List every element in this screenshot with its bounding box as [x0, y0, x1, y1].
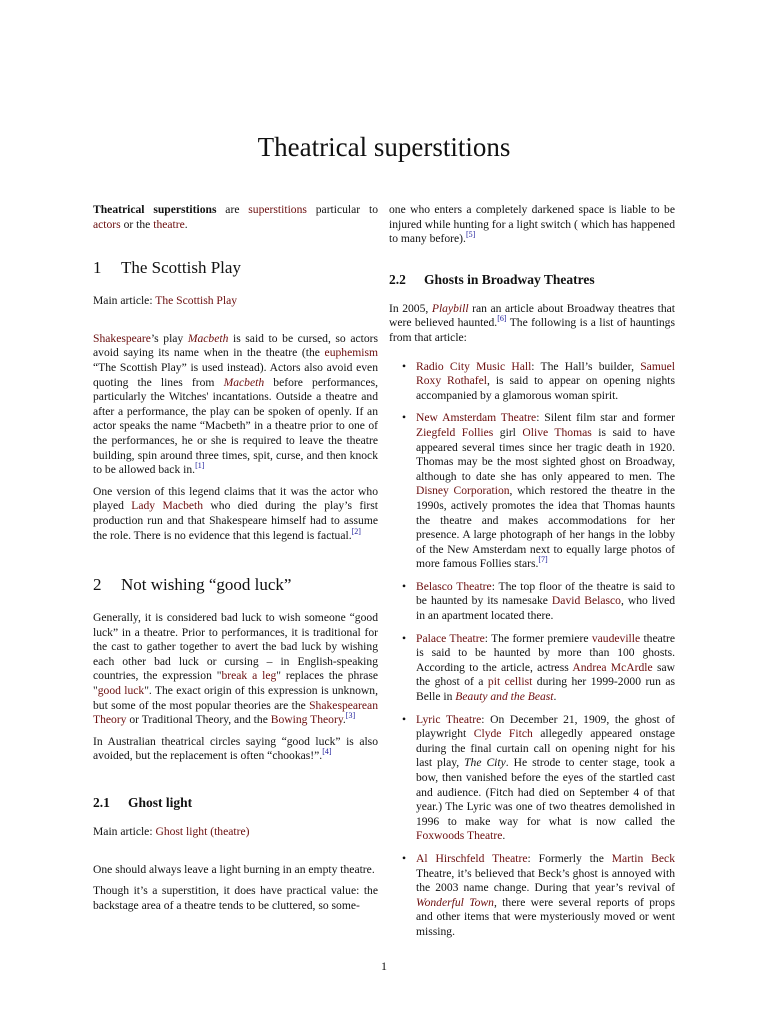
- ghost-light-paragraph-2-continued: one who enters a completely darkened space is liable to be injured while hunting for a light switch ( which has happened to many before).[5]: [389, 203, 675, 246]
- reference-3[interactable]: [3]: [345, 711, 356, 721]
- link-olive-thomas[interactable]: Olive Thomas: [522, 425, 592, 439]
- reference-2[interactable]: [2]: [351, 526, 361, 536]
- link-playbill[interactable]: Playbill: [431, 301, 469, 315]
- link-al-hirschfeld-theatre[interactable]: Al Hirschfeld Theatre: [416, 851, 528, 865]
- reference-1[interactable]: [1]: [195, 461, 205, 471]
- link-andrea-mcardle[interactable]: Andrea McArdle: [572, 660, 653, 674]
- link-pit-cellist[interactable]: pit cellist: [487, 675, 533, 689]
- list-item: • Lyric Theatre: On December 21, 1909, the ghost of playwright Clyde Fitch allegedly appeared onstage during the final curtain call on opening night for his last play, The City. He strode to center stage, took a bow, then vanished before the eyes of the startled cast and audience. (Fitch had died on September 4 of that year.) The Lyric was one of two theatres demolished in 1996 to make way for what is now called the Foxwoods Theatre.: [402, 712, 675, 843]
- link-wonderful-town[interactable]: Wonderful Town: [416, 895, 494, 909]
- link-ziegfeld-follies[interactable]: Ziegfeld Follies: [416, 425, 494, 439]
- link-samuel-roxy-rothafel[interactable]: Samuel Roxy Rothafel: [416, 359, 675, 388]
- list-item: • Palace Theatre: The former premiere vaudeville theatre is said to be haunted by more than 100 ghosts. According to the article, actress Andrea McArdle saw the ghost of a pit cellist during her 1999-2000 run as Belle in Beauty and the Beast.: [402, 631, 676, 704]
- link-shakespeare[interactable]: Shakespeare: [93, 331, 151, 345]
- intro-paragraph: Theatrical superstitions are superstitions particular to actors or the theatre.: [93, 203, 379, 231]
- link-shakespearean-theory[interactable]: Shakespearean Theory: [93, 698, 378, 727]
- link-actors[interactable]: actors: [93, 217, 121, 231]
- ghost-light-paragraph-2: Though it’s a superstition, it does have practical value: the backstage area of a theatre tends to be cluttered, so some-: [93, 884, 378, 912]
- link-clyde-fitch[interactable]: Clyde Fitch: [473, 727, 533, 741]
- left-column: [93, 203, 378, 920]
- subsection-heading-broadway-ghosts: 2.2 Ghosts in Broadway Theatres: [389, 271, 595, 287]
- subsection-heading-ghost-light: 2.1 Ghost light: [93, 795, 193, 811]
- page-number: 1: [381, 959, 387, 973]
- link-superstitions[interactable]: superstitions: [248, 203, 307, 216]
- reference-5[interactable]: [5]: [465, 230, 476, 240]
- link-beauty-and-the-beast[interactable]: Beauty and the Beast: [455, 690, 554, 704]
- section-heading-scottish-play: 1 The Scottish Play: [93, 258, 241, 278]
- link-break-a-leg[interactable]: break a leg: [221, 669, 277, 683]
- right-column: [389, 203, 675, 948]
- link-the-scottish-play[interactable]: The Scottish Play: [155, 294, 238, 308]
- scottish-play-paragraph-2: One version of this legend claims that it was the actor who played Lady Macbeth who died during the play’s first production run and that Shakespeare himself had to assume the role. There is no evidence that this legend is factual.[2]: [93, 484, 379, 542]
- link-david-belasco[interactable]: David Belasco: [551, 594, 621, 608]
- link-foxwoods-theatre[interactable]: Foxwoods Theatre: [416, 829, 503, 843]
- link-radio-city-music-hall[interactable]: Radio City Music Hall: [416, 359, 532, 373]
- reference-7[interactable]: [7]: [538, 555, 548, 565]
- link-lady-macbeth[interactable]: Lady Macbeth: [131, 499, 204, 513]
- intro-bold-term: Theatrical superstitions: [93, 203, 217, 216]
- reference-6[interactable]: [6]: [497, 314, 507, 324]
- scottish-play-paragraph-1: Shakespeare’s play Macbeth is said to be cursed, so actors avoid saying its name when in the theatre (the euphemism “The Scottish Play” is used instead). Actors also avoid even quoting the lines from Macbeth before performances, particularly the Witches' incantations. Outside a theatre and after a performance, the play can be spoken of openly. If an actor speaks the name “Macbeth” in a theatre prior to one of the performances, he or she is required to leave the theatre building, spin around three times, spit, curse, and then knock to be allowed back in.[1]: [93, 331, 379, 477]
- link-macbeth-2[interactable]: Macbeth: [223, 375, 265, 389]
- list-item: • Belasco Theatre: The top floor of the theatre is said to be haunted by its namesake David Belasco, who lived in an apartment located there.: [402, 579, 676, 623]
- link-palace-theatre[interactable]: Palace Theatre: [416, 631, 485, 645]
- broadway-intro-paragraph: In 2005, Playbill ran an article about Broadway theatres that were believed haunted.[6] The following is a list of hauntings from that article:: [389, 301, 675, 344]
- list-item: • Al Hirschfeld Theatre: Formerly the Martin Beck Theatre, it’s believed that Beck’s ghost is annoyed with the 2003 name change. During that year’s revival of Wonderful Town, there were several reports of props and other items that were mysteriously moved or went missing.: [402, 851, 676, 938]
- link-belasco-theatre[interactable]: Belasco Theatre: [416, 579, 492, 593]
- good-luck-paragraph-2: In Australian theatrical circles saying “good luck” is also avoided, but the replacement is often “chookas!”.[4]: [93, 734, 378, 763]
- main-article-note-ghost-light: Main article: Ghost light (theatre): [93, 825, 250, 839]
- haunted-theatres-list: [389, 360, 675, 940]
- ghost-light-paragraph-1: One should always leave a light burning in an empty theatre.: [93, 862, 375, 876]
- link-good-luck[interactable]: good luck: [97, 684, 145, 698]
- list-item: • Radio City Music Hall: The Hall’s builder, Samuel Roxy Rothafel, is said to appear on opening nights accompanied by a glamorous woman spirit.: [402, 359, 675, 402]
- link-martin-beck[interactable]: Martin Beck: [611, 851, 676, 865]
- link-ghost-light-theatre[interactable]: Ghost light (theatre): [155, 825, 250, 839]
- main-article-note: Main article: The Scottish Play: [93, 294, 238, 308]
- link-lyric-theatre[interactable]: Lyric Theatre: [416, 712, 482, 726]
- link-bowing-theory[interactable]: Bowing Theory: [270, 713, 343, 727]
- list-item: • New Amsterdam Theatre: Silent film star and former Ziegfeld Follies girl Olive Thomas is said to have appeared several times since her tragic death in 1920. Thomas may be the most sighted ghost on Broadway, although to date she has only appeared to men. The Disney Corporation, which restored the theatre in the 1990s, actively promotes the idea that Thomas haunts the theatre and makes accommodations for her presence. A large photograph of her hangs in the lobby of the New Amsterdam next to equally large photos of more famous Follies stars.[7]: [402, 411, 675, 571]
- section-heading-good-luck: 2 Not wishing “good luck”: [93, 575, 292, 595]
- link-theatre[interactable]: theatre: [153, 217, 185, 231]
- link-new-amsterdam-theatre[interactable]: New Amsterdam Theatre: [416, 411, 537, 425]
- good-luck-paragraph-1: Generally, it is considered bad luck to wish someone “good luck” in a theatre. Prior to performances, it is traditional for the cast to gather together to avert the bad luck by wishing each other bad luck or cursing – in English-speaking countries, the expression "break a leg" replaces the phrase "good luck". The exact origin of this expression is unknown, but some of the most popular theories are the Shakespearean Theory or Traditional Theory, and the Bowing Theory.[3]: [93, 611, 379, 727]
- italic-the-city: The City: [464, 756, 506, 770]
- link-euphemism[interactable]: euphemism: [324, 346, 378, 360]
- link-vaudeville[interactable]: vaudeville: [591, 631, 641, 645]
- page-title: Theatrical superstitions: [257, 132, 511, 163]
- link-disney-corporation[interactable]: Disney Corporation: [416, 484, 510, 498]
- link-macbeth[interactable]: Macbeth: [187, 331, 229, 345]
- reference-4[interactable]: [4]: [322, 747, 332, 757]
